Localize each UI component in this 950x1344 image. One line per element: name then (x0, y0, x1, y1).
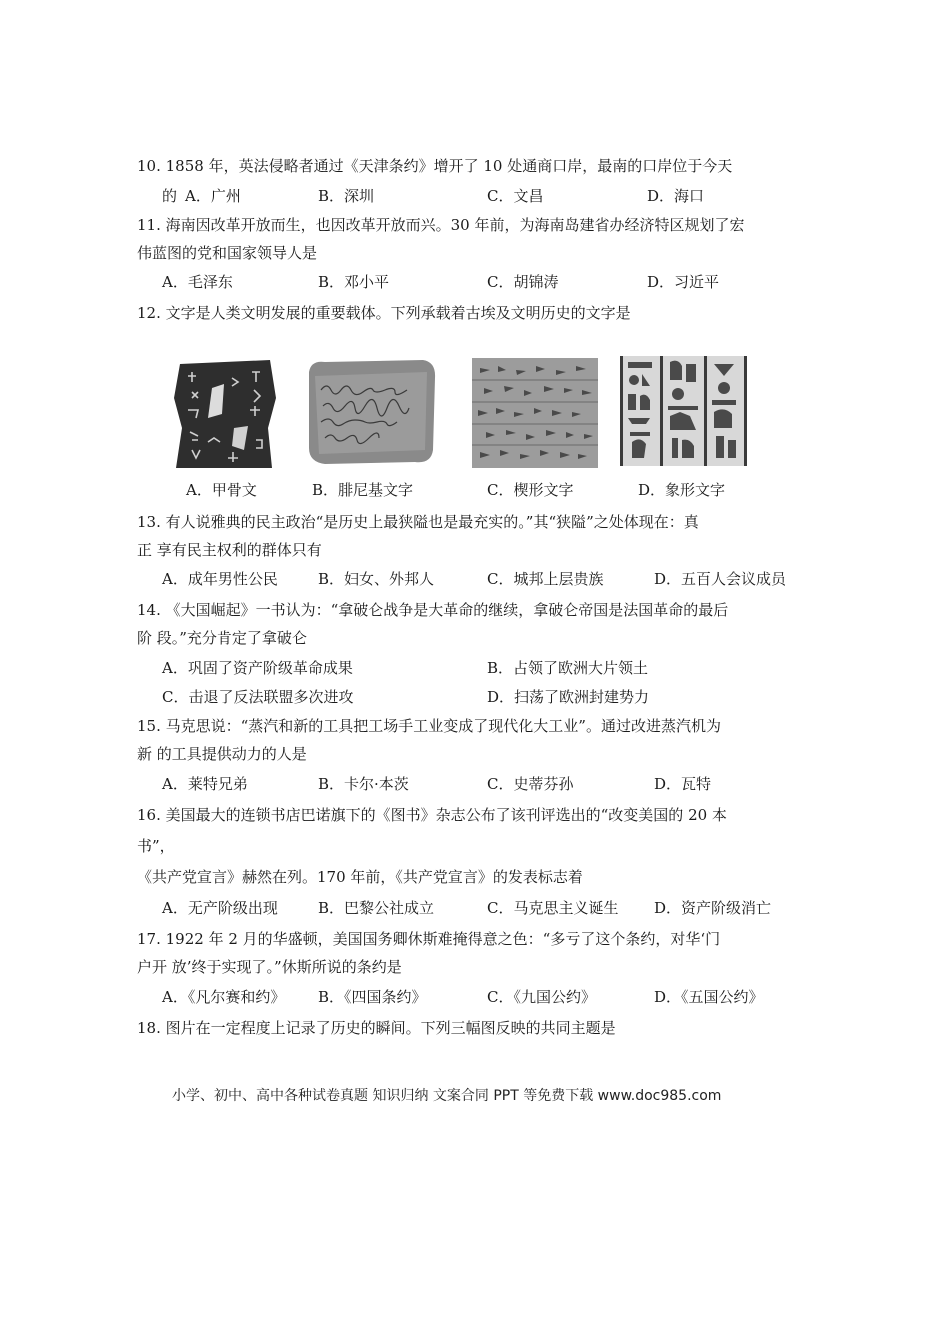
question-18-text: 18. 图片在一定程度上记录了历史的瞬间。下列三幅图反映的共同主题是 (137, 1019, 616, 1037)
question-13-option-a: A．成年男性公民 (162, 570, 278, 588)
question-12-option-a: A．甲骨文 (186, 481, 257, 499)
question-11-text-line-1: 11. 海南因改革开放而生，也因改革开放而兴。30 年前，为海南岛建省办经济特区规划了宏 (137, 216, 745, 234)
question-11-option-d: D．习近平 (647, 273, 720, 291)
question-15-text-line-2: 新 的工具提供动力的人是 (137, 745, 307, 763)
question-16-option-d: D．资产阶级消亡 (654, 899, 772, 917)
question-14-option-d: D．扫荡了欧洲封建势力 (487, 688, 650, 706)
question-15-option-d: D．瓦特 (654, 775, 712, 793)
question-17-option-b: B．《四国条约》 (318, 988, 427, 1006)
question-10-option-a: A．广州 (185, 187, 241, 205)
question-13-option-b: B．妇女、外邦人 (318, 570, 435, 588)
question-10-prefix: 的 (162, 187, 178, 205)
question-17-option-a: A．《凡尔赛和约》 (162, 988, 286, 1006)
question-13-text-line-1: 13. 有人说雅典的民主政治“是历史上最狭隘也是最充实的。”其“狭隘”之处体现在：真 (137, 513, 699, 531)
question-13-option-c: C．城邦上层贵族 (487, 570, 604, 588)
question-11-option-b: B．邓小平 (318, 273, 390, 291)
question-17-text-line-2: 户开 放’终于实现了。”休斯所说的条约是 (137, 958, 402, 976)
question-12-option-d: D．象形文字 (638, 481, 726, 499)
question-10-option-b: B．深圳 (318, 187, 375, 205)
question-12-option-b: B．腓尼基文字 (312, 481, 414, 499)
question-15-option-b: B．卡尔·本茨 (318, 775, 409, 793)
question-11-text-line-2: 伟蓝图的党和国家领导人是 (137, 244, 318, 262)
question-11-option-c: C．胡锦涛 (487, 273, 559, 291)
question-16-text-line-2: 书”， (137, 837, 175, 855)
question-14-text-line-1: 14. 《大国崛起》一书认为：“拿破仑战争是大革命的继续，拿破仑帝国是法国革命的最后 (137, 601, 729, 619)
cuneiform-tablet-image (472, 358, 598, 468)
question-16-option-a: A．无产阶级出现 (162, 899, 278, 917)
question-13-text-line-2: 正 享有民主权利的群体只有 (137, 541, 322, 559)
question-13-option-d: D．五百人会议成员 (654, 570, 787, 588)
question-10-text: 10. 1858 年，英法侵略者通过《天津条约》增开了 10 处通商口岸，最南的口岸位于今天 (137, 157, 733, 175)
question-14-option-b: B．占领了欧洲大片领土 (487, 659, 649, 677)
footer-text: 小学、初中、高中各种试卷真题 知识归纳 文案合同 PPT 等免费下载 www.doc985.com (172, 1088, 722, 1104)
question-16-text-line-3: 《共产党宣言》赫然在列。170 年前，《共产党宣言》的发表标志着 (137, 868, 583, 886)
hieroglyphs-image (620, 356, 747, 466)
question-14-option-a: A．巩固了资产阶级革命成果 (162, 659, 353, 677)
question-17-option-c: C．《九国公约》 (487, 988, 596, 1006)
question-15-text-line-1: 15. 马克思说：“蒸汽和新的工具把工场手工业变成了现代化大工业”。通过改进蒸汽机为 (137, 717, 721, 735)
phoenician-tablet-image (305, 358, 438, 466)
question-16-option-b: B．巴黎公社成立 (318, 899, 435, 917)
question-10-option-c: C．文昌 (487, 187, 544, 205)
question-16-option-c: C．马克思主义诞生 (487, 899, 619, 917)
question-15-option-c: C．史蒂芬孙 (487, 775, 574, 793)
question-12-option-c: C．楔形文字 (487, 481, 574, 499)
question-12-text: 12. 文字是人类文明发展的重要载体。下列承载着古埃及文明历史的文字是 (137, 304, 631, 322)
question-14-option-c: C．击退了反法联盟多次进攻 (162, 688, 354, 706)
question-16-text-line-1: 16. 美国最大的连锁书店巴诺旗下的《图书》杂志公布了该刊评选出的“改变美国的 20 本 (137, 806, 727, 824)
oracle-bone-image (172, 358, 280, 470)
question-10-option-d: D．海口 (647, 187, 705, 205)
question-17-text-line-1: 17. 1922 年 2 月的华盛顿，美国国务卿休斯难掩得意之色：“多亏了这个条约，对华‘门 (137, 930, 721, 948)
question-15-option-a: A．莱特兄弟 (162, 775, 248, 793)
question-14-text-line-2: 阶 段。”充分肯定了拿破仑 (137, 629, 307, 647)
question-17-option-d: D．《五国公约》 (654, 988, 764, 1006)
question-11-option-a: A．毛泽东 (162, 273, 233, 291)
